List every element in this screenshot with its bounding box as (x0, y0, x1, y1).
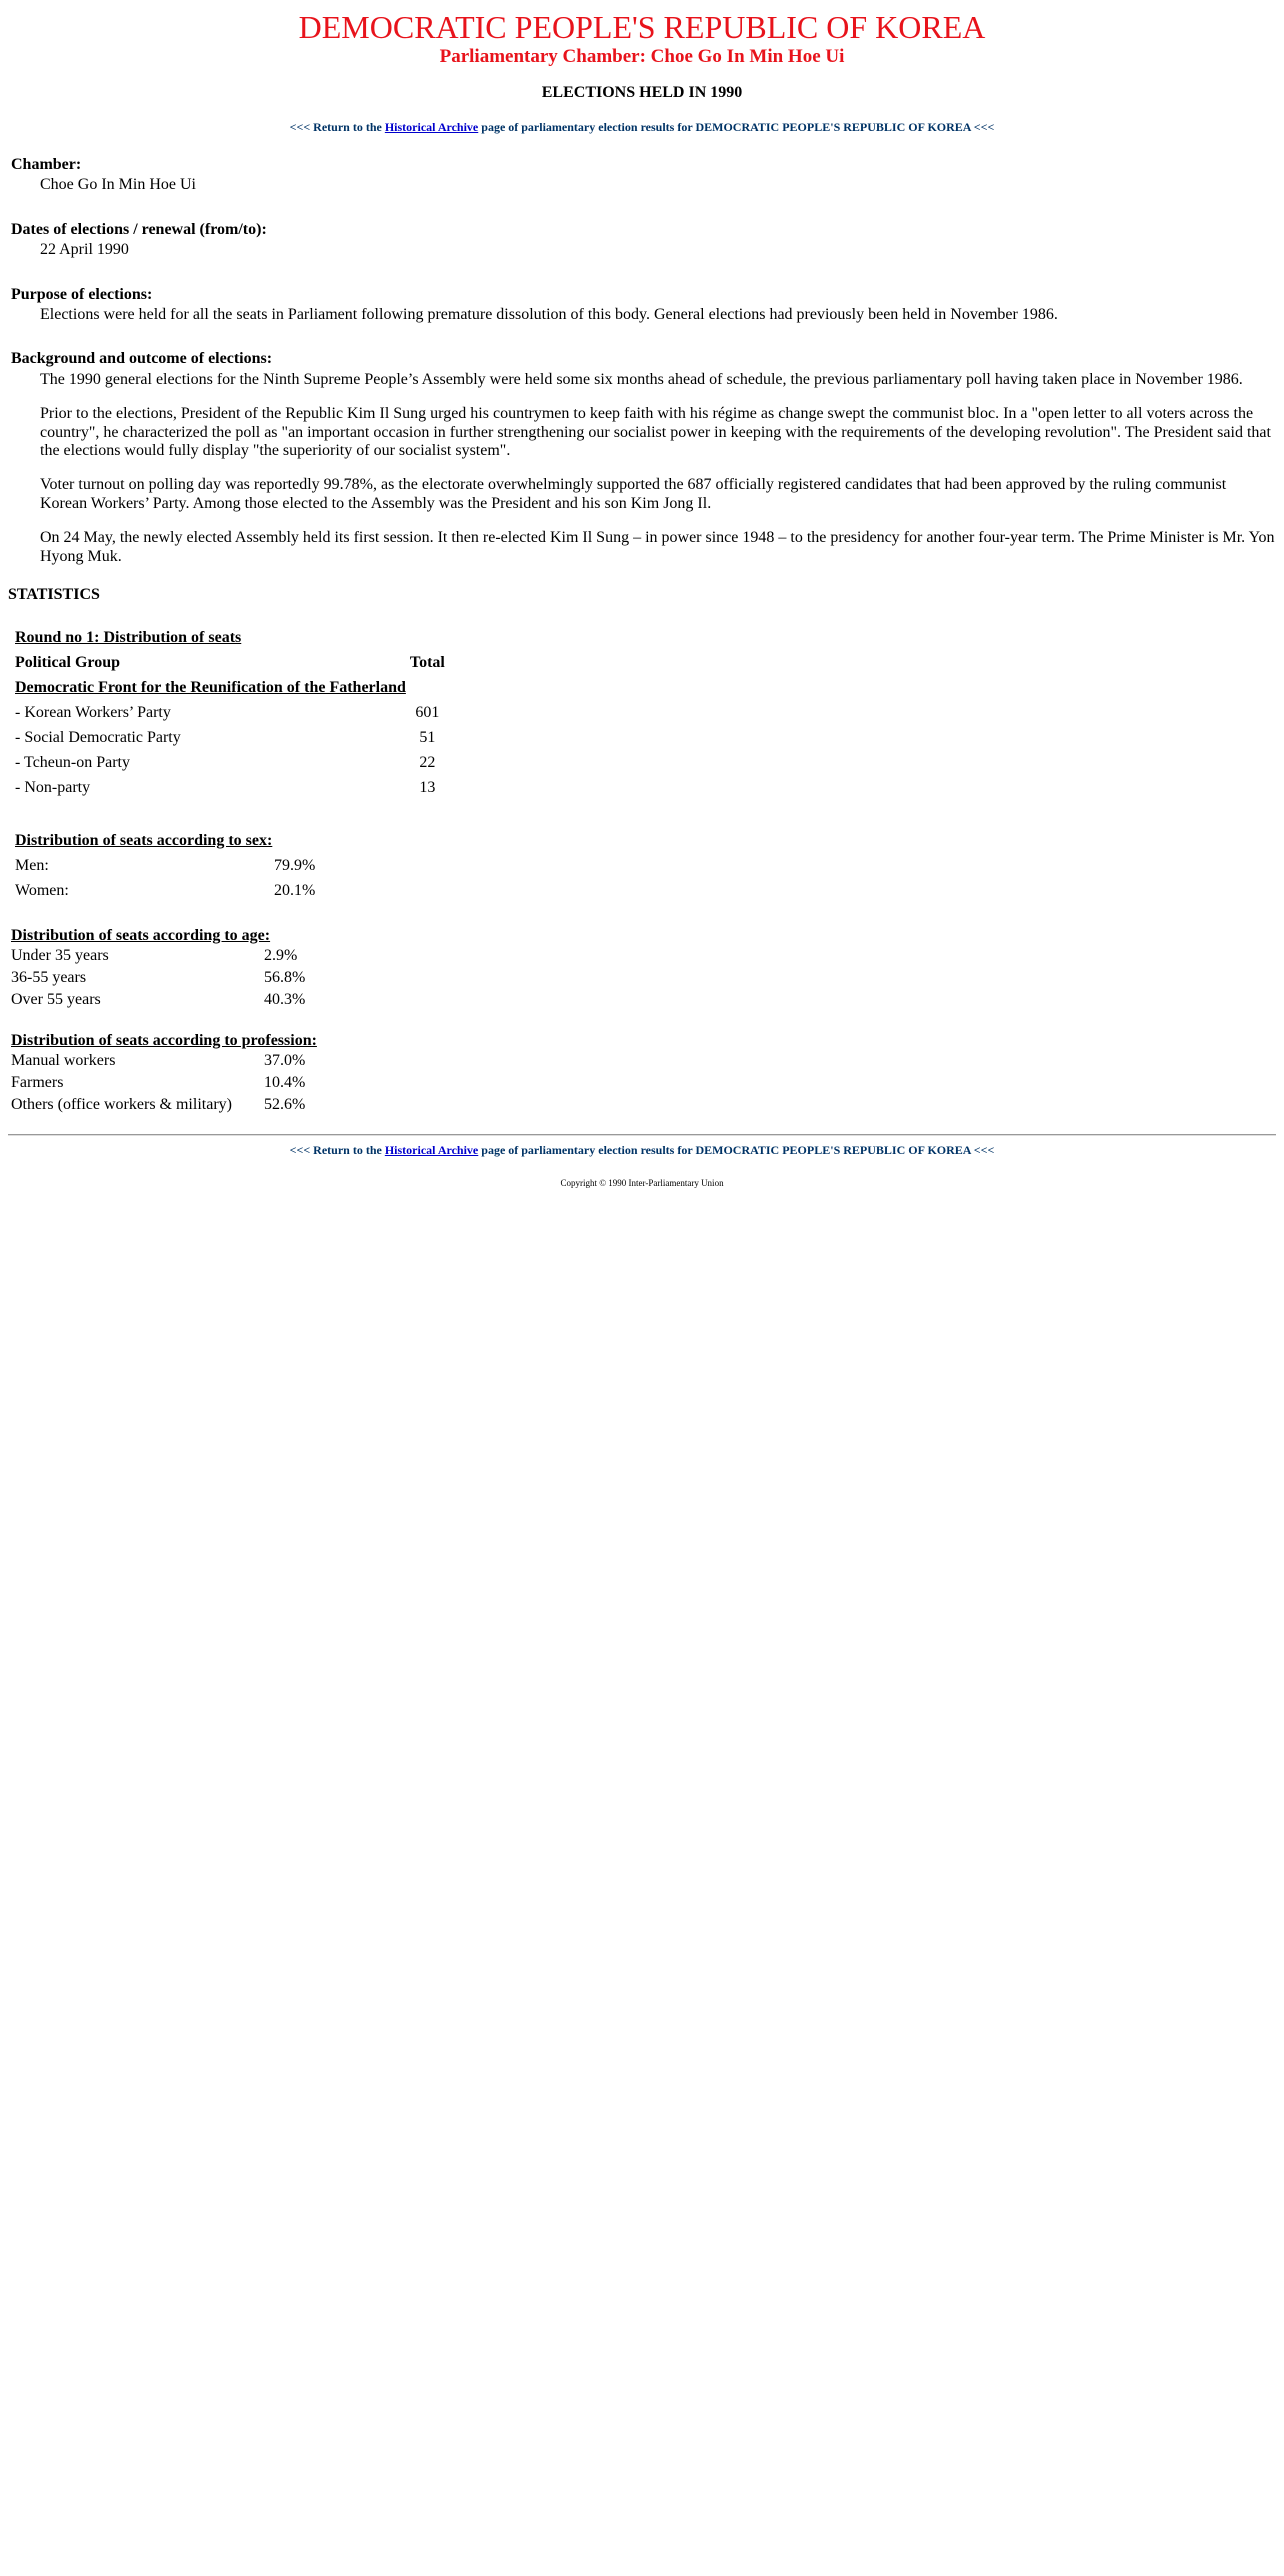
party-total: 22 (419, 753, 436, 771)
profession-label: Others (office workers & military) (11, 1095, 232, 1113)
party-name: - Non-party (15, 778, 91, 796)
purpose-section (8, 286, 1276, 325)
table-row (11, 1094, 305, 1116)
party-name: - Social Democratic Party (15, 728, 181, 746)
table-row (11, 990, 305, 1012)
return-nav-top (8, 121, 1276, 135)
profession-label: Farmers (11, 1073, 64, 1091)
background-paragraph-2: Prior to the elections, President of the Republic Kim Il Sung urged his countrymen to keep faith with his régime as change swept the communist bloc. In a "open letter to all voters across the country", he characterized the poll as "an important occasion in further strengthening our socialist power in keeping with the requirements of the developing revolution". The President said that the elections would fully display "the superiority of our socialist system". (40, 405, 1271, 459)
sex-value: 79.9% (274, 856, 316, 874)
table-row (14, 879, 316, 902)
party-total: 13 (419, 778, 436, 796)
background-paragraph-1: The 1990 general elections for the Ninth Supreme People’s Assembly were held some six months ahead of schedule, the previous parliamentary poll having taken place in November 1986. (40, 370, 1243, 388)
age-table (11, 946, 305, 1012)
table-row (14, 676, 446, 699)
table-row (14, 854, 316, 877)
return-nav-prefix: <<< Return to the (289, 1143, 385, 1158)
table-header-row (14, 651, 446, 674)
table-row (14, 701, 446, 724)
elections-heading: ELECTIONS HELD IN 1990 (541, 83, 743, 101)
table-row (14, 726, 446, 749)
dates-label: Dates of elections / renewal (from/to): (11, 220, 267, 238)
age-label: Under 35 years (11, 947, 109, 965)
chamber-subtitle: Parliamentary Chamber: Choe Go In Min Hoe Ui (439, 46, 845, 67)
col-total: Total (409, 653, 445, 671)
col-political-group: Political Group (15, 653, 121, 671)
historical-archive-link[interactable]: Historical Archive (384, 1143, 479, 1158)
age-label: 36-55 years (11, 969, 87, 987)
front-name: Democratic Front for the Reunification of the Fatherland (15, 678, 406, 696)
sex-table (12, 827, 318, 904)
age-section (8, 927, 1276, 1011)
table-row (14, 751, 446, 774)
profession-value: 37.0% (264, 1051, 306, 1069)
chamber-value: Choe Go In Min Hoe Ui (40, 176, 196, 194)
historical-archive-link[interactable]: Historical Archive (384, 120, 479, 135)
party-total: 51 (419, 728, 436, 746)
age-title: Distribution of seats according to age: (11, 927, 271, 945)
seats-table (12, 624, 448, 801)
table-row (11, 946, 305, 968)
return-nav-bottom (8, 1144, 1276, 1158)
round-title: Round no 1: Distribution of seats (15, 628, 242, 646)
purpose-label: Purpose of elections: (11, 285, 153, 303)
page (0, 8, 1284, 1188)
sex-label: Women: (15, 881, 69, 899)
sex-label: Men: (15, 856, 49, 874)
sex-title: Distribution of seats according to sex: (15, 831, 273, 849)
age-label: Over 55 years (11, 991, 101, 1009)
background-section (8, 350, 1276, 566)
dates-value: 22 April 1990 (40, 241, 129, 259)
table-row (11, 1072, 305, 1094)
sex-value: 20.1% (274, 881, 316, 899)
table-row (14, 829, 316, 852)
purpose-value: Elections were held for all the seats in Parliament following premature dissolution of this body. General elections had previously been held in November 1986. (40, 305, 1058, 323)
age-value: 56.8% (264, 969, 306, 987)
party-total: 601 (415, 703, 440, 721)
dates-section (8, 221, 1276, 260)
age-value: 40.3% (264, 991, 306, 1009)
background-paragraph-3: Voter turnout on polling day was reportedly 99.78%, as the electorate overwhelmingly supported the 687 officially registered candidates that had been approved by the ruling communist Korean Workers’ Party. Among those elected to the Assembly was the President and his son Kim Jong Il. (40, 476, 1227, 512)
age-value: 2.9% (264, 947, 298, 965)
table-row (11, 1050, 305, 1072)
table-row (11, 968, 305, 990)
profession-table (11, 1050, 305, 1116)
table-row (14, 626, 446, 649)
return-nav-prefix: <<< Return to the (289, 120, 385, 135)
page-title: DEMOCRATIC PEOPLE'S REPUBLIC OF KOREA (298, 9, 986, 45)
profession-title: Distribution of seats according to profession: (11, 1031, 317, 1049)
profession-section (8, 1032, 1276, 1116)
party-name: - Korean Workers’ Party (15, 703, 171, 721)
copyright: Copyright © 1990 Inter-Parliamentary Union (560, 1177, 724, 1188)
profession-value: 52.6% (264, 1095, 306, 1113)
background-body (40, 371, 1276, 566)
chamber-label: Chamber: (11, 156, 82, 174)
background-paragraph-4: On 24 May, the newly elected Assembly held its first session. It then re-elected Kim Il Sung – in power since 1948 – to the presidency for another four-year term. The Prime Minister is Mr. Yon Hyong Muk. (40, 529, 1275, 565)
profession-value: 10.4% (264, 1073, 306, 1091)
statistics-heading: STATISTICS (8, 585, 100, 603)
background-label: Background and outcome of elections: (11, 350, 273, 368)
divider (8, 1134, 1276, 1136)
chamber-section (8, 156, 1276, 195)
return-nav-suffix: page of parliamentary election results for DEMOCRATIC PEOPLE'S REPUBLIC OF KOREA <<< (478, 120, 995, 135)
profession-label: Manual workers (11, 1051, 116, 1069)
table-row (14, 776, 446, 799)
empty-cell (409, 676, 446, 699)
return-nav-suffix: page of parliamentary election results for DEMOCRATIC PEOPLE'S REPUBLIC OF KOREA <<< (478, 1143, 995, 1158)
party-name: - Tcheun-on Party (15, 753, 130, 771)
